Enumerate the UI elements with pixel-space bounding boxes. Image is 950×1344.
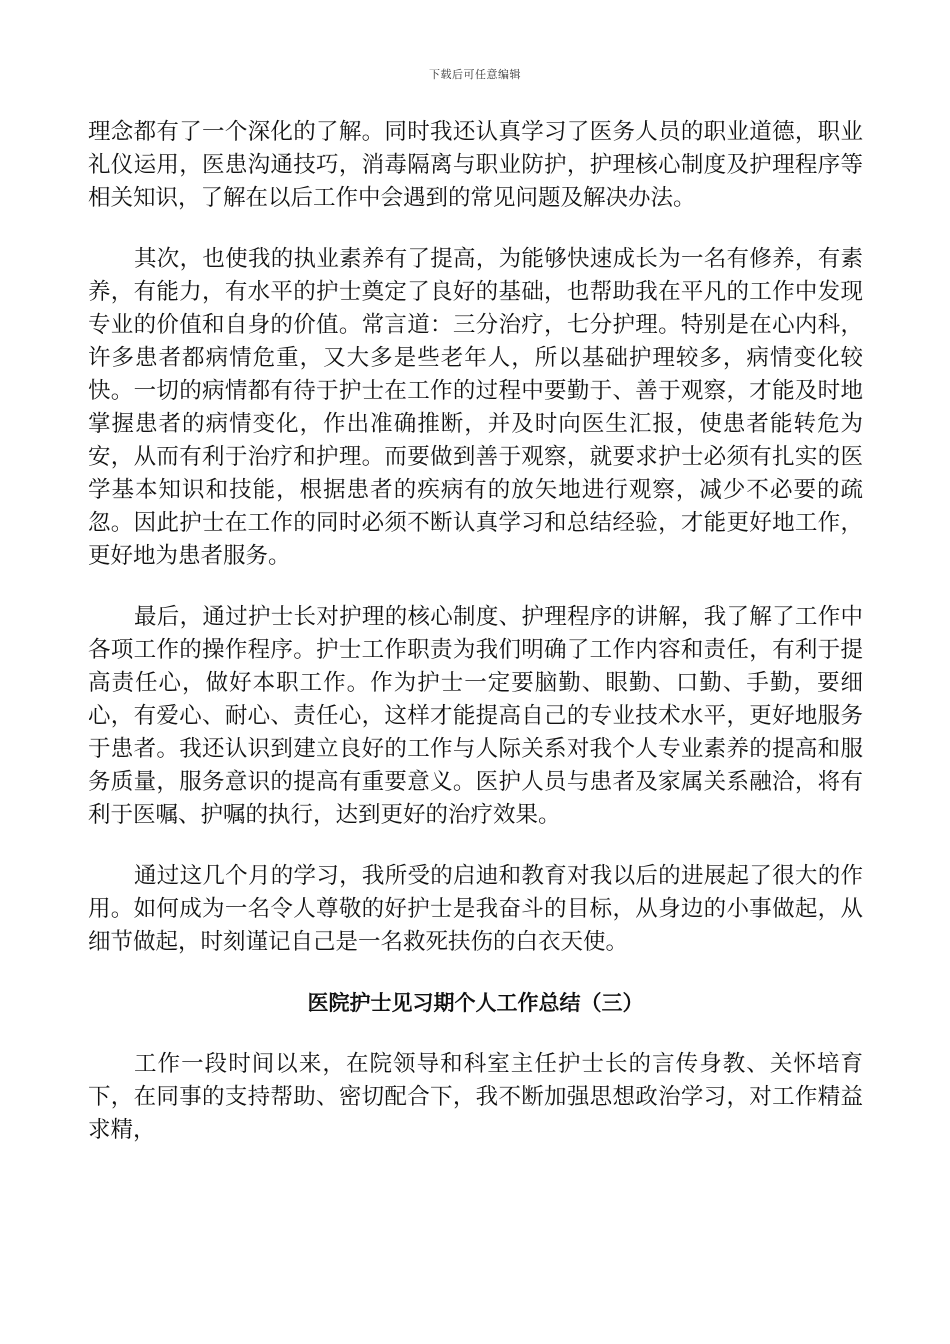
paragraph-secondly: 其次，也使我的执业素养有了提高，为能够快速成长为一名有修养，有素养，有能力，有水平的护士奠定了良好的基础，也帮助我在平凡的工作中发现专业的价值和自身的价值。常言道：三分治疗，七分护理。特别是在心内科，许多患者都病情危重，又大多是些老年人，所以基础护理较多，病情变化较快。一切的病情都有待于护士在工作的过程中要勤于、善于观察，才能及时地掌握患者的病情变化，作出准确推断，并及时向医生汇报，使患者能转危为安，从而有利于治疗和护理。而要做到善于观察，就要求护士必须有扎实的医学基本知识和技能，根据患者的疾病有的放矢地进行观察，减少不必要的疏忽。因此护士在工作的同时必须不断认真学习和总结经验，才能更好地工作，更好地为患者服务。 — [88, 246, 863, 569]
paragraph-gap — [88, 1020, 863, 1048]
paragraph-gap — [88, 959, 863, 987]
document-body — [88, 116, 863, 1147]
section-heading: 医院护士见习期个人工作总结（三） — [307, 991, 644, 1015]
page-header-note: 下载后可任意编辑 — [429, 68, 521, 81]
section-paragraph: 工作一段时间以来，在院领导和科室主任护士长的言传身教、关怀培育下，在同事的支持帮助、密切配合下，我不断加强思想政治学习，对工作精益求精， — [88, 1051, 863, 1143]
paragraph-continuation: 理念都有了一个深化的了解。同时我还认真学习了医务人员的职业道德，职业礼仪运用，医患沟通技巧，消毒隔离与职业防护，护理核心制度及护理程序等相关知识，了解在以后工作中会遇到的常见问题及解决办法。 — [88, 119, 863, 211]
paragraph-finally: 最后，通过护士长对护理的核心制度、护理程序的讲解，我了解了工作中各项工作的操作程序。护士工作职责为我们明确了工作内容和责任，有利于提高责任心，做好本职工作。作为护士一定要脑勤、眼勤、口勤、手勤，要细心，有爱心、耐心、责任心，这样才能提高自己的专业技术水平，更好地服务于患者。我还认识到建立良好的工作与人际关系对我个人专业素养的提高和服务质量，服务意识的提高有重要意义。医护人员与患者及家属关系融洽，将有利于医嘱、护嘱的执行，达到更好的治疗效果。 — [88, 604, 863, 828]
paragraph-conclusion: 通过这几个月的学习，我所受的启迪和教育对我以后的进展起了很大的作用。如何成为一名令人尊敬的好护士是我奋斗的目标，从身边的小事做起，从细节做起，时刻谨记自己是一名救死扶伤的白衣天使。 — [88, 863, 863, 955]
paragraph-gap — [88, 573, 863, 601]
paragraph-gap — [88, 215, 863, 243]
paragraph-gap — [88, 832, 863, 860]
